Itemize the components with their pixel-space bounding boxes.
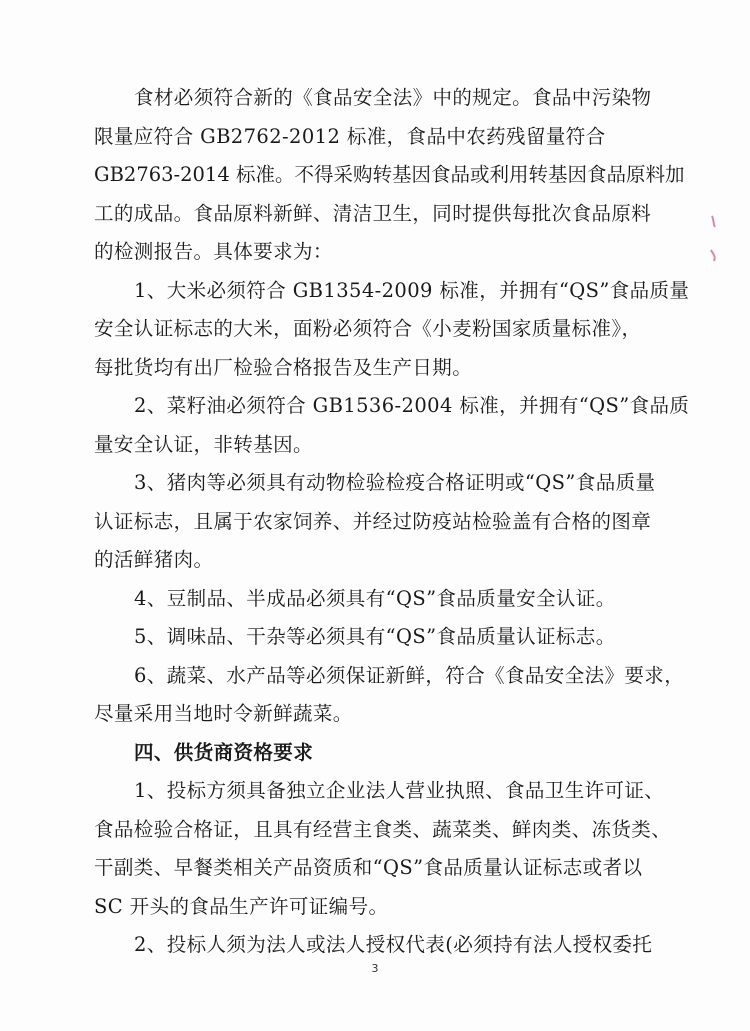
paragraph-line: 的检测报告。具体要求为：	[94, 240, 333, 263]
list-item-line: 2、菜籽油必须符合 GB1536-2004 标准，并拥有“QS”食品质	[134, 394, 690, 417]
paragraph-line: 食材必须符合新的《食品安全法》中的规定。食品中污染物	[134, 86, 652, 109]
list-item-line: 5、调味品、干杂等必须具有“QS”食品质量认证标志。	[134, 625, 616, 648]
document-body	[94, 79, 690, 965]
list-item-line: 食品检验合格证，且具有经营主食类、蔬菜类、鲜肉类、冻货类、	[94, 817, 672, 841]
list-item-line: 4、豆制品、半成品必须具有“QS”食品质量安全认证。	[134, 586, 616, 610]
list-item-line: 安全认证标志的大米，面粉必须符合《小麦粉国家质量标准》，	[94, 317, 642, 340]
list-item-line: 每批货均有出厂检验合格报告及生产日期。	[94, 355, 473, 379]
list-item-line: SC 开头的食品生产许可证编号。	[94, 894, 389, 918]
paragraph-line: 限量应符合 GB2762-2012 标准，食品中农药残留量符合	[94, 124, 606, 148]
paragraph-line: GB2763-2014 标准。不得采购转基因食品或利用转基因食品原料加	[94, 163, 685, 186]
margin-stamp-marks	[704, 214, 724, 274]
list-item-line: 6、蔬菜、水产品等必须保证新鲜，符合《食品安全法》要求，	[134, 663, 685, 687]
list-item-line: 量安全认证，非转基因。	[94, 432, 313, 456]
section-heading: 四、供货商资格要求	[134, 740, 314, 764]
page-number: 3	[371, 962, 379, 975]
list-item-line: 1、投标方须具备独立企业法人营业执照、食品卫生许可证、	[134, 779, 665, 802]
list-item-line: 尽量采用当地时令新鲜蔬菜。	[94, 702, 353, 725]
list-item-line: 2、投标人须为法人或法人授权代表(必须持有法人授权委托	[134, 933, 653, 956]
list-item-line: 干副类、早餐类相关产品资质和“QS”食品质量认证标志或者以	[94, 856, 643, 879]
list-item-line: 认证标志，且属于农家饲养、并经过防疫站检验盖有合格的图章	[94, 509, 652, 533]
list-item-line: 3、猪肉等必须具有动物检验检疫合格证明或“QS”食品质量	[134, 471, 656, 494]
paragraph-line: 工的成品。食品原料新鲜、清洁卫生，同时提供每批次食品原料	[94, 201, 652, 225]
list-item-line: 1、大米必须符合 GB1354-2009 标准，并拥有“QS”食品质量	[134, 278, 690, 302]
list-item-line: 的活鲜猪肉。	[94, 548, 214, 571]
